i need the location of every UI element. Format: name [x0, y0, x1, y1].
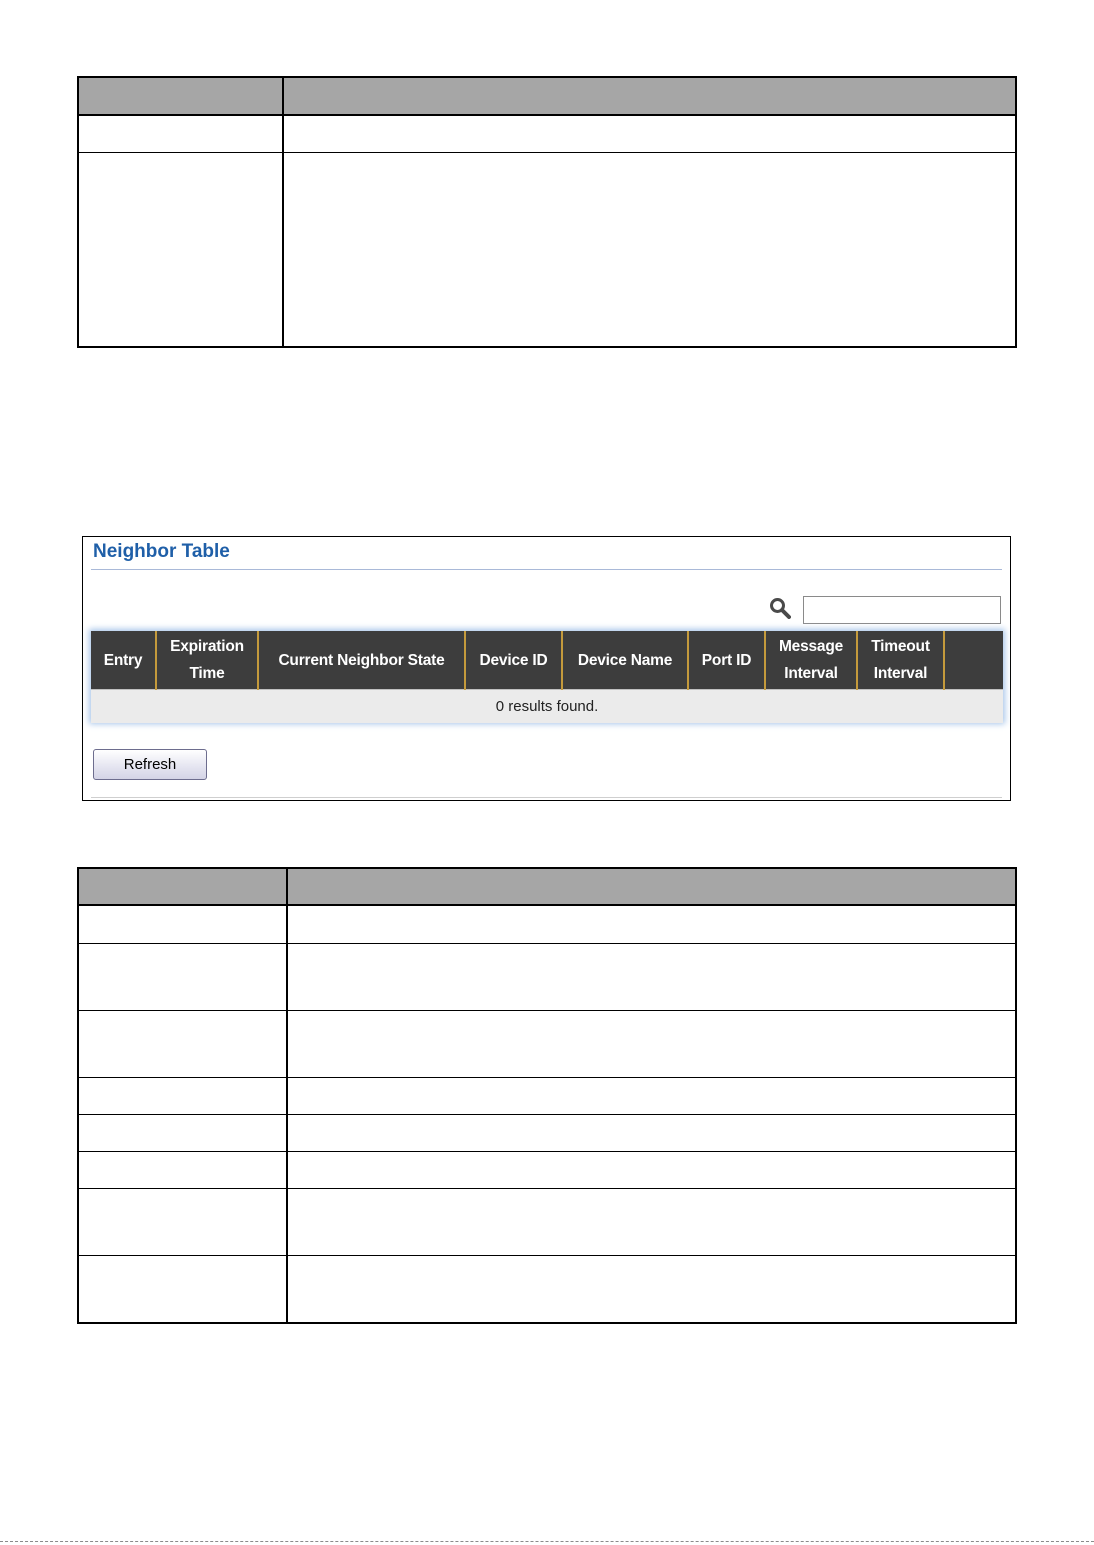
column-message-interval[interactable]: Message Interval — [765, 631, 857, 690]
search-input[interactable] — [803, 596, 1001, 624]
table-cell — [287, 1152, 1016, 1189]
table-row — [78, 115, 1016, 153]
table-cell — [287, 1189, 1016, 1256]
table-cell — [283, 153, 1016, 348]
table-cell — [78, 1011, 287, 1078]
table-row — [78, 944, 1016, 1011]
column-port-id[interactable]: Port ID — [688, 631, 765, 690]
column-expiration-time[interactable]: Expiration Time — [156, 631, 258, 690]
table-cell — [78, 905, 287, 944]
table-row — [78, 153, 1016, 348]
column-timeout-interval[interactable]: Timeout Interval — [857, 631, 944, 690]
table-header-row — [78, 77, 1016, 115]
table-cell — [78, 115, 283, 153]
refresh-button[interactable]: Refresh — [93, 749, 207, 780]
table-cell — [287, 1078, 1016, 1115]
column-header-row — [91, 631, 1003, 690]
table-cell — [78, 153, 283, 348]
bottom-divider — [91, 797, 1002, 798]
table-row — [78, 1256, 1016, 1324]
table-header-row — [78, 868, 1016, 905]
search-icon[interactable] — [769, 597, 791, 619]
table-header-cell — [283, 77, 1016, 115]
neighbor-table — [91, 631, 1003, 723]
table-cell — [78, 1256, 287, 1324]
table-row — [78, 905, 1016, 944]
table-cell — [287, 905, 1016, 944]
table-row — [78, 1011, 1016, 1078]
table-header-cell — [287, 868, 1016, 905]
table-cell — [287, 1115, 1016, 1152]
table-row — [78, 1078, 1016, 1115]
description-table-bottom — [77, 867, 1017, 1324]
table-cell — [287, 1256, 1016, 1324]
table-cell — [78, 1152, 287, 1189]
table-row — [78, 1152, 1016, 1189]
page-bottom-divider — [0, 1541, 1094, 1542]
title-divider — [91, 569, 1002, 570]
empty-message: 0 results found. — [91, 690, 1003, 724]
table-cell — [287, 1011, 1016, 1078]
column-device-name[interactable]: Device Name — [562, 631, 688, 690]
table-cell — [78, 1115, 287, 1152]
empty-row — [91, 690, 1003, 724]
table-row — [78, 1189, 1016, 1256]
table-row — [78, 1115, 1016, 1152]
column-entry[interactable]: Entry — [91, 631, 156, 690]
table-cell — [78, 1189, 287, 1256]
column-current-neighbor-state[interactable]: Current Neighbor State — [258, 631, 465, 690]
column-blank — [944, 631, 1003, 690]
table-cell — [283, 115, 1016, 153]
neighbor-table-panel — [82, 536, 1011, 801]
column-device-id[interactable]: Device ID — [465, 631, 562, 690]
neighbor-grid — [91, 631, 1003, 722]
table-header-cell — [78, 77, 283, 115]
description-table-top — [77, 76, 1017, 348]
table-cell — [78, 1078, 287, 1115]
table-cell — [78, 944, 287, 1011]
panel-title: Neighbor Table — [93, 541, 230, 562]
table-header-cell — [78, 868, 287, 905]
table-cell — [287, 944, 1016, 1011]
